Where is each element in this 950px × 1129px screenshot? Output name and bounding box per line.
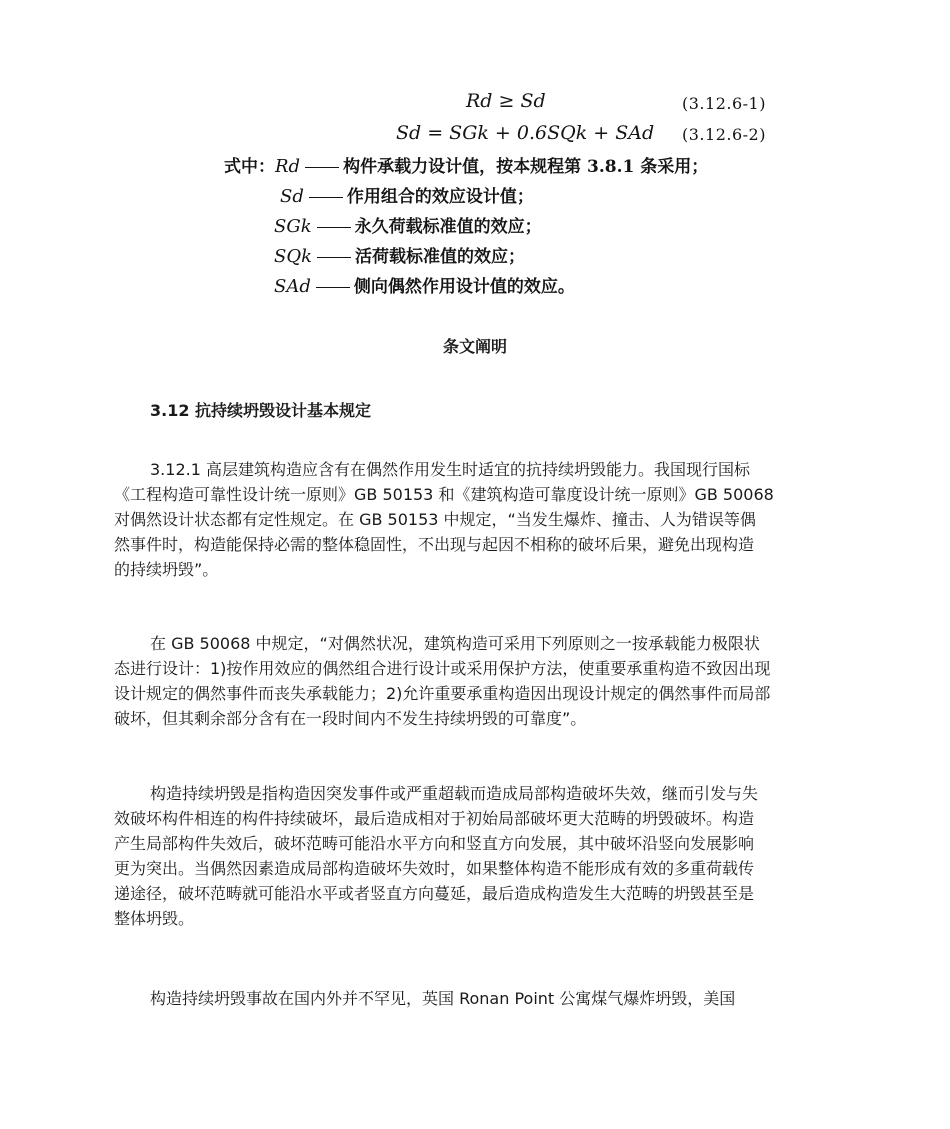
paragraph [114,986,836,1011]
paragraph-line: 效破坏构件相连的构件持续破坏，最后造成相对于初始局部破坏更大范畴的坍毁破坏。构造 [114,809,755,828]
definition-text: 构件承载力设计值，按本规程第 3.8.1 条采用； [343,157,709,177]
definition-symbol: SQk [274,246,312,267]
paragraph-line: 设计规定的偶然事件而丧失承载能力；2)允许重要承重构造因出现设计规定的偶然事件而局部 [114,684,771,703]
definition-symbol: Rd [275,156,301,177]
definition-dash [317,257,351,258]
equation-1-number: (3.12.6-1) [682,94,766,113]
definition-symbol: Sd [280,186,304,207]
definition-row [224,152,708,177]
paragraph-line: 《工程构造可靠性设计统一原则》GB 50153 和《建筑构造可靠度设计统一原则》GB 50068 [114,485,774,504]
paragraph-line: 更为突出。当偶然因素造成局部构造破坏失效时，如果整体构造不能形成有效的多重荷载传 [114,859,755,878]
paragraph-line: 构造持续坍毁是指构造因突发事件或严重超载而造成局部构造破坏失效，继而引发与失 [150,784,759,803]
paragraph [114,457,836,582]
paragraph [114,631,836,731]
clause-title: 3.12 抗持续坍毁设计基本规定 [150,401,372,420]
paragraph-line: 3.12.1 高层建筑构造应含有在偶然作用发生时适宜的抗持续坍毁能力。我国现行国标 [150,460,750,479]
paragraph [114,781,836,931]
formula-block [222,88,782,303]
section-heading: 条文阐明 [442,337,507,356]
definition-dash [309,197,343,198]
definition-lead: 式中： [224,157,275,177]
definition-row [274,272,575,297]
definition-dash [305,167,339,168]
paragraph-line: 在 GB 50068 中规定，“对偶然状况，建筑构造可采用下列原则之一按承载能力极限状 [150,634,760,653]
definition-row [274,212,542,237]
definition-text: 永久荷载标准值的效应； [354,217,542,237]
definition-text: 活荷载标准值的效应； [355,247,525,267]
definition-symbol: SGk [274,216,312,237]
definition-dash [316,287,350,288]
definition-text: 作用组合的效应设计值； [346,187,534,207]
definition-row [280,182,534,207]
paragraph-line: 对偶然设计状态都有定性规定。在 GB 50153 中规定，“当发生爆炸、撞击、人为错误等偶 [114,510,756,529]
paragraph-line: 的持续坍毁”。 [114,560,219,579]
paragraph-line: 态进行设计：1)按作用效应的偶然组合进行设计或采用保护方法，使重要承重构造不致因出现 [114,659,771,678]
paragraph-line: 递途径，破坏范畴就可能沿水平或者竖直方向蔓延，最后造成构造发生大范畴的坍毁甚至是 [114,884,755,903]
equation-1: Rd ≥ Sd [466,90,546,112]
paragraph-line: 破坏，但其剩余部分含有在一段时间内不发生持续坍毁的可靠度”。 [114,709,587,728]
definition-text: 侧向偶然作用设计值的效应。 [353,277,575,297]
definition-symbol: SAd [274,276,311,297]
equation-2: Sd = SGk + 0.6SQk + SAd [396,122,655,144]
paragraph-line: 产生局部构件失效后，破坏范畴可能沿水平方向和竖直方向发展，其中破坏沿竖向发展影响 [114,834,755,853]
definition-row [274,242,525,267]
paragraph-line: 然事件时，构造能保持必需的整体稳固性，不出现与起因不相称的破坏后果，避免出现构造 [114,535,755,554]
definition-dash [317,227,351,228]
paragraph-line: 整体坍毁。 [114,909,195,928]
paragraph-line: 构造持续坍毁事故在国内外并不罕见，英国 Ronan Point 公寓煤气爆炸坍毁，美国 [150,989,736,1008]
equation-2-number: (3.12.6-2) [682,125,766,144]
